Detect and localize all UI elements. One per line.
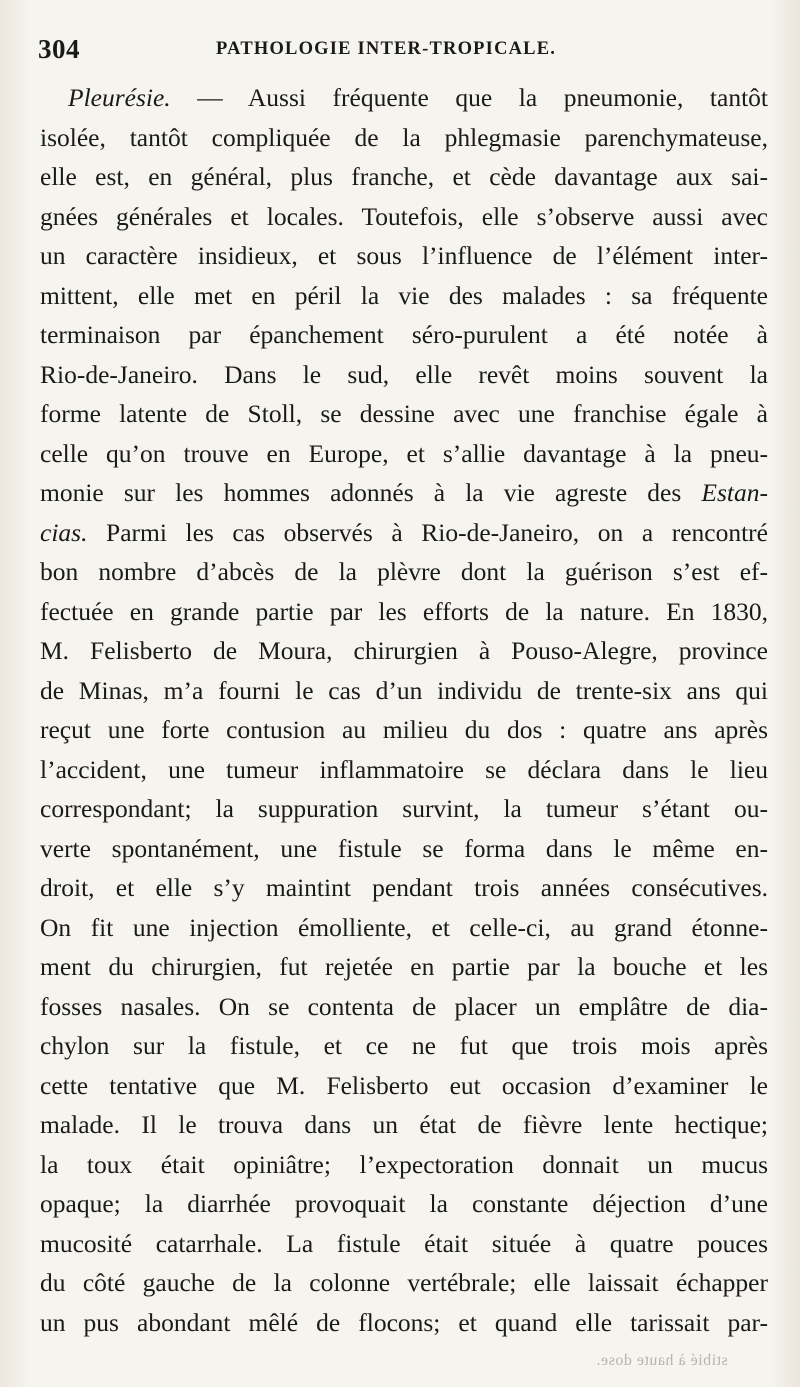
text-line: gnées générales et locales. Toutefois, elle s’observe aussi avec xyxy=(40,201,768,231)
italic-term: Estan- xyxy=(701,478,768,507)
text-line: opaque; la diarrhée provoquait la constante déjection d’une xyxy=(40,1189,768,1218)
text-line: de Minas, m’a fourni le cas d’un individu de trente-six ans qui xyxy=(40,675,768,705)
text-line: celle qu’on trouve en Europe, et s’allie davantage à la pneu- xyxy=(40,438,768,468)
text-line: forme latente de Stoll, se dessine avec une franchise égale à xyxy=(40,399,768,428)
text-line: l’accident, une tumeur inflammatoire se déclara dans le lieu xyxy=(40,754,768,784)
text-line-start: monie sur les hommes adonnés à la vie agreste des xyxy=(40,478,702,507)
text-line: terminaison par épanchement séro-purulent a été notée à xyxy=(40,320,768,349)
text-line: fosses nasales. On se contenta de placer un emplâtre de dia- xyxy=(40,991,768,1021)
text-line: mittent, elle met en péril la vie des malades : sa fréquente xyxy=(40,280,768,310)
text-line: verte spontanément, une fistule se forma dans le même en- xyxy=(40,833,768,863)
body-paragraph xyxy=(40,78,768,1342)
text-line: reçut une forte contusion au milieu du dos : quatre ans après xyxy=(40,715,768,744)
text-line: ment du chirurgien, fut rejetée en partie par la bouche et les xyxy=(40,952,768,981)
text-line: fectuée en grande partie par les efforts de la nature. En 1830, xyxy=(40,596,768,626)
text-line: la toux était opiniâtre; l’expectoration donnait un mucus xyxy=(40,1149,768,1179)
text-line: isolée, tantôt compliquée de la phlegmasie parenchymateuse, xyxy=(40,122,768,152)
text-line: un pus abondant mêlé de flocons; et quand elle tarissait par- xyxy=(40,1307,768,1337)
text-line: On fit une injection émolliente, et celle-ci, au grand étonne- xyxy=(40,912,768,942)
text-line: mucosité catarrhale. La fistule était située à quatre pouces xyxy=(40,1228,768,1258)
text-line: M. Felisberto de Moura, chirurgien à Pouso-Alegre, province xyxy=(40,636,768,665)
italic-term: cias. xyxy=(40,517,88,547)
text-line: elle est, en général, plus franche, et cède davantage aux sai- xyxy=(40,162,768,191)
section-heading: Pleurésie. xyxy=(68,83,171,112)
text-line: droit, et elle s’y maintint pendant trois années consécutives. xyxy=(40,873,768,902)
text-line: cette tentative que M. Felisberto eut occasion d’examiner le xyxy=(40,1070,768,1100)
text-line xyxy=(40,78,768,118)
text-line: correspondant; la suppuration survint, la tumeur s’étant ou- xyxy=(40,794,768,823)
text-line: malade. Il le trouva dans un état de fièvre lente hectique; xyxy=(40,1110,768,1139)
text-line-rest: — Aussi fréquente que la pneumonie, tantôt xyxy=(170,83,768,112)
text-line: bon nombre d’abcès de la plèvre dont la guérison s’est ef- xyxy=(40,557,768,586)
text-line-rest: Parmi les cas observés à Rio-de-Janeiro, on a rencontré xyxy=(87,517,768,547)
text-line: un caractère insidieux, et sous l’influence de l’élément inter- xyxy=(40,241,768,270)
text-line xyxy=(40,473,768,513)
text-line xyxy=(40,513,768,553)
text-line: chylon sur la fistule, et ce ne fut que trois mois après xyxy=(40,1031,768,1060)
running-title: PATHOLOGIE INTER-TROPICALE. xyxy=(216,39,557,59)
bleed-through-text: stibié à haute dose. xyxy=(596,1352,728,1369)
page-number: 304 xyxy=(38,34,80,64)
text-line: Rio-de-Janeiro. Dans le sud, elle revêt moins souvent la xyxy=(40,359,768,389)
text-line: du côté gauche de la colonne vertébrale; elle laissait échapper xyxy=(40,1268,768,1297)
page-header xyxy=(38,34,768,74)
